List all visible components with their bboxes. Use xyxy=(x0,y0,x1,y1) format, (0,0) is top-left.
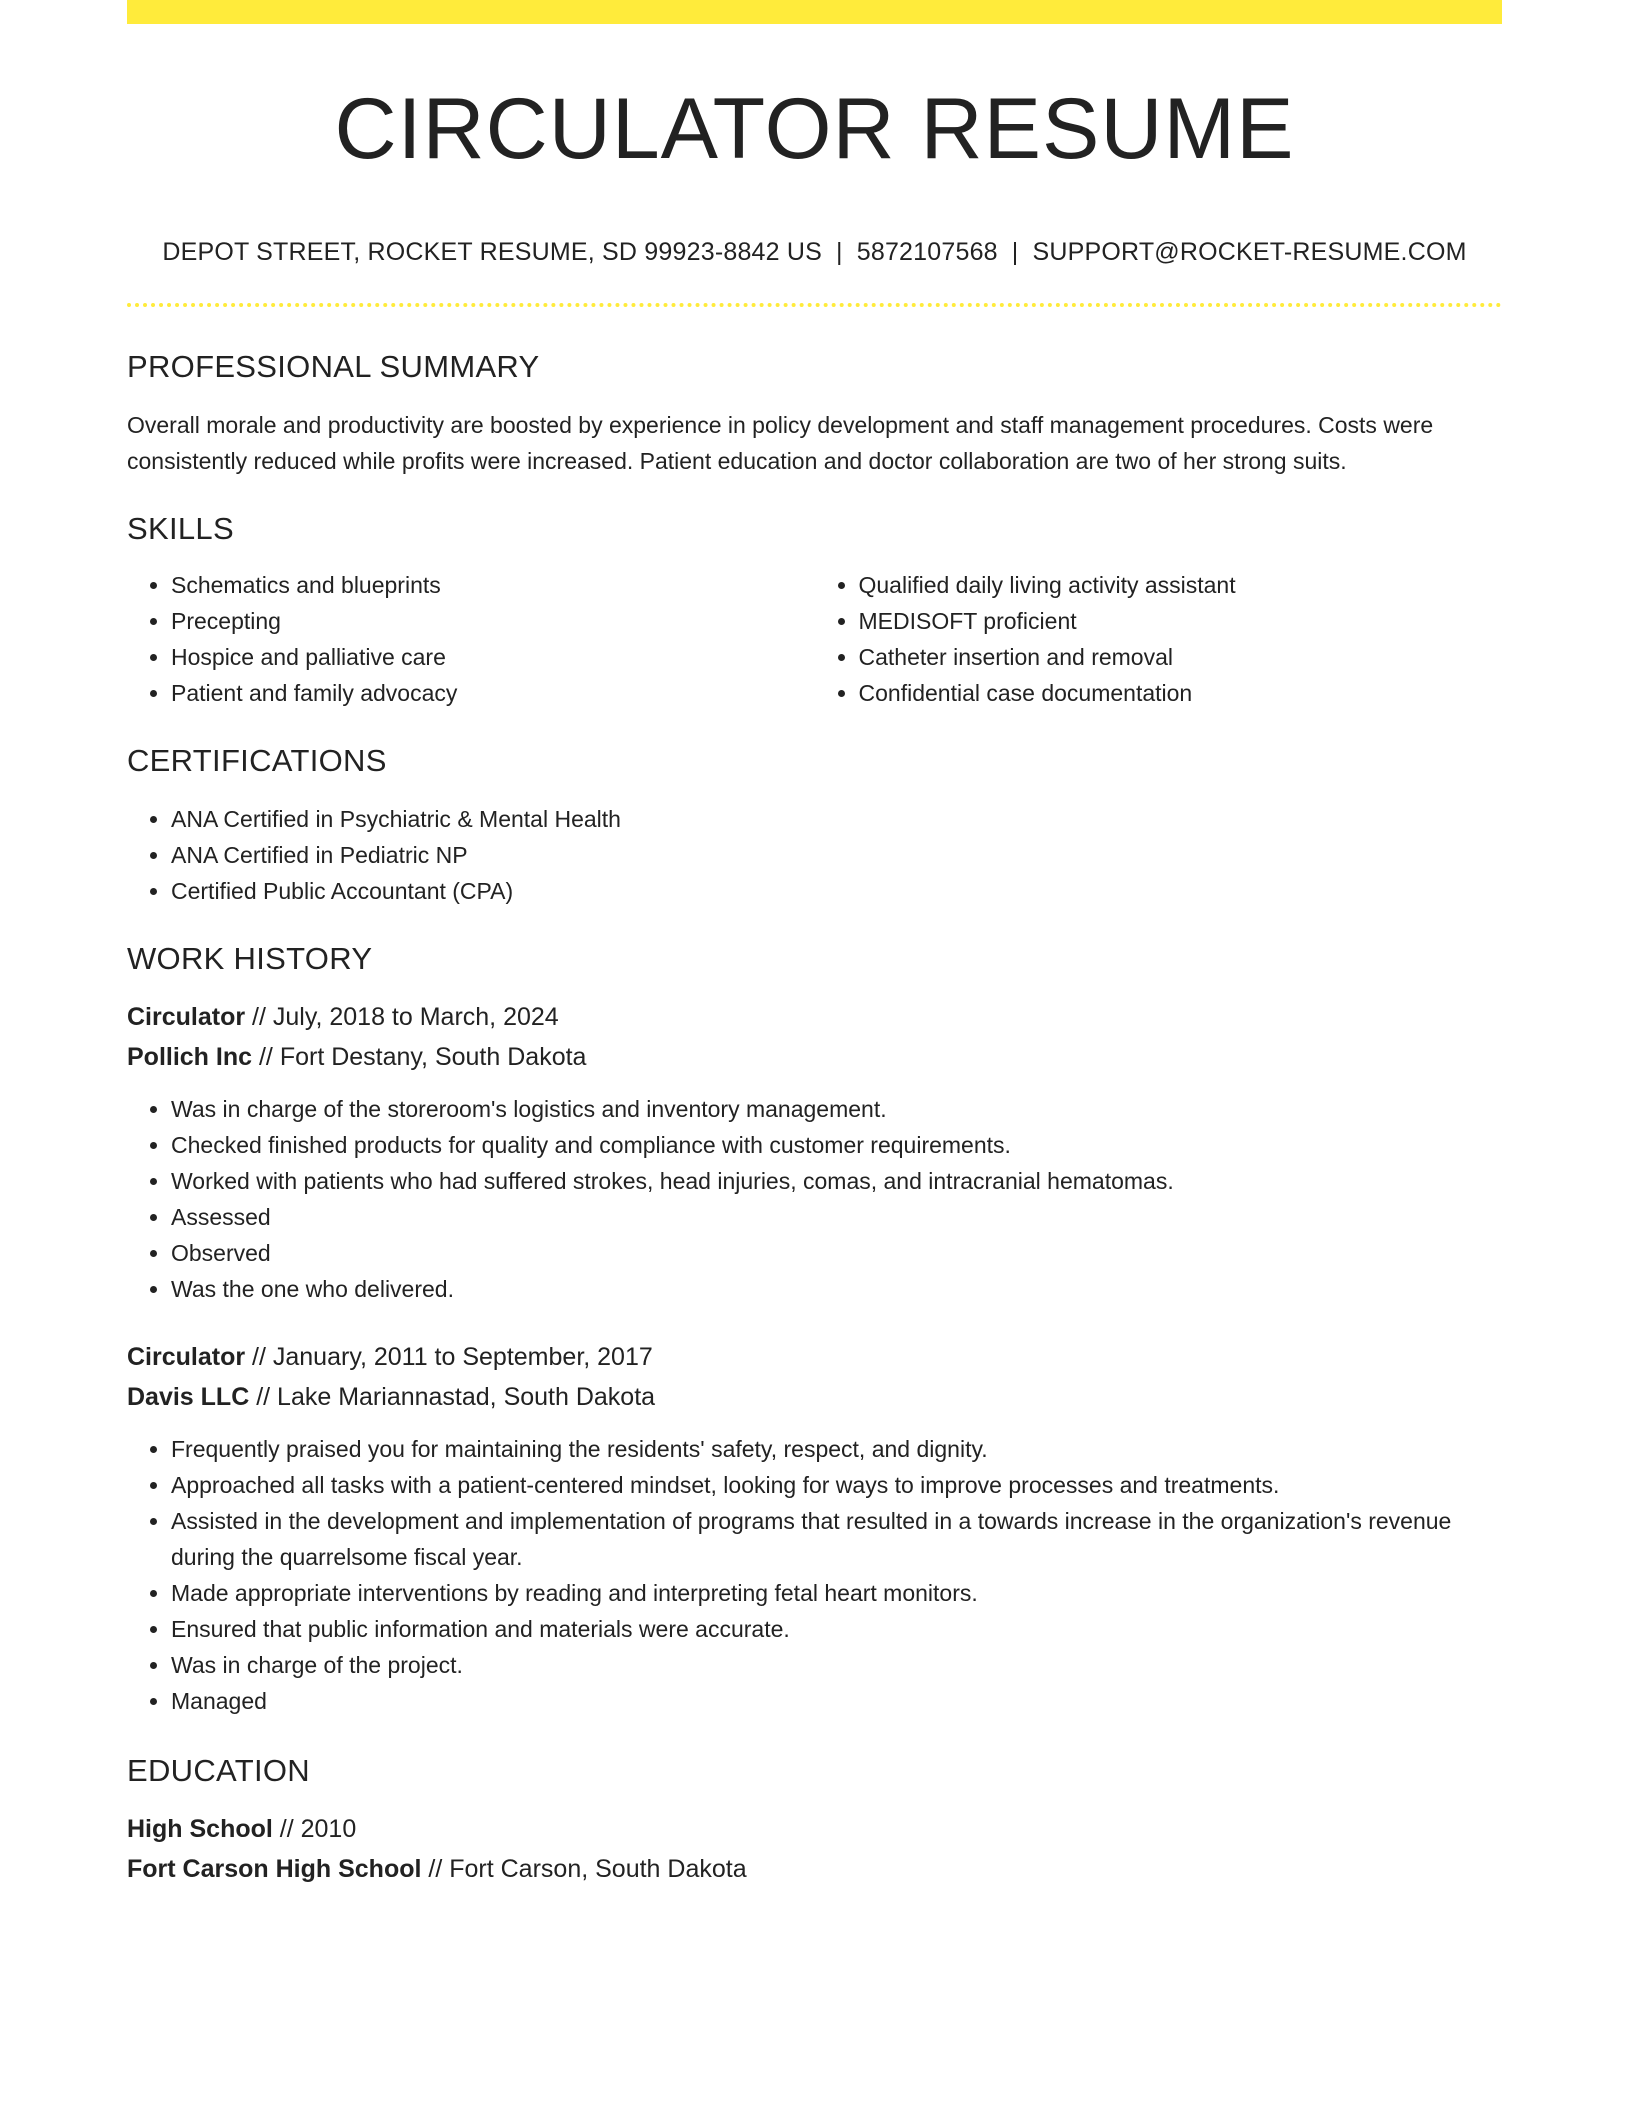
job-company-line xyxy=(127,1377,1502,1417)
contact-address: DEPOT STREET, ROCKET RESUME, SD 99923-8842 US xyxy=(162,238,823,266)
job-location: // Lake Mariannastad, South Dakota xyxy=(249,1383,656,1411)
work-history-heading: WORK HISTORY xyxy=(127,941,373,976)
certifications-heading: CERTIFICATIONS xyxy=(127,743,387,778)
job-bullet: • Was in charge of the project. xyxy=(171,1647,1502,1683)
certification-item: • ANA Certified in Pediatric NP xyxy=(171,837,1502,873)
skill-item: • Precepting xyxy=(171,603,815,639)
certifications-list xyxy=(127,801,1502,909)
job-entry xyxy=(127,1337,1502,1719)
job-location: // Fort Destany, South Dakota xyxy=(252,1043,587,1071)
job-bullets xyxy=(127,1431,1502,1719)
job-company: Davis LLC xyxy=(127,1383,250,1411)
certification-item: • ANA Certified in Psychiatric & Mental Health xyxy=(171,801,1502,837)
skill-item: • Schematics and blueprints xyxy=(171,567,815,603)
education-school-line xyxy=(127,1849,1502,1889)
job-dates: // July, 2018 to March, 2024 xyxy=(245,1003,559,1031)
skill-item: • Catheter insertion and removal xyxy=(859,639,1503,675)
job-role-line xyxy=(127,1337,1502,1377)
education-degree: High School xyxy=(127,1815,273,1843)
job-bullet: • Was in charge of the storeroom's logistics and inventory management. xyxy=(171,1091,1502,1127)
job-dates: // January, 2011 to September, 2017 xyxy=(245,1343,653,1371)
skills-column-right xyxy=(815,567,1503,711)
skill-item: • MEDISOFT proficient xyxy=(859,603,1503,639)
skill-item: • Hospice and palliative care xyxy=(171,639,815,675)
job-bullet: • Was the one who delivered. xyxy=(171,1271,1502,1307)
job-bullet: • Observed xyxy=(171,1235,1502,1271)
job-role: Circulator xyxy=(127,1343,246,1371)
job-bullets xyxy=(127,1091,1502,1307)
contact-email: SUPPORT@ROCKET-RESUME.COM xyxy=(1032,238,1467,266)
education-heading: EDUCATION xyxy=(127,1753,310,1788)
accent-bar xyxy=(127,0,1502,24)
job-role: Circulator xyxy=(127,1003,246,1031)
job-bullet: • Approached all tasks with a patient-centered mindset, looking for ways to improve processes and treatments. xyxy=(171,1467,1502,1503)
skills-heading: SKILLS xyxy=(127,511,234,546)
summary-heading: PROFESSIONAL SUMMARY xyxy=(127,349,540,384)
summary-text: Overall morale and productivity are boosted by experience in policy development and staff management procedures. Costs were consistently reduced while profits were increased. Patient education and doctor collaboration are two of her strong suits. xyxy=(127,412,1434,474)
contact-phone: 5872107568 xyxy=(856,238,998,266)
contact-separator: | xyxy=(1011,238,1019,266)
education-year: // 2010 xyxy=(272,1815,357,1843)
education-school: Fort Carson High School xyxy=(127,1855,422,1883)
job-bullet: • Worked with patients who had suffered strokes, head injuries, comas, and intracranial hematomas. xyxy=(171,1163,1502,1199)
job-company: Pollich Inc xyxy=(127,1043,253,1071)
skill-item: • Qualified daily living activity assistant xyxy=(859,567,1503,603)
dotted-divider xyxy=(127,303,1502,307)
resume-page xyxy=(127,0,1502,1889)
job-company-line xyxy=(127,1037,1502,1077)
skill-item: • Confidential case documentation xyxy=(859,675,1503,711)
job-bullet: • Assessed xyxy=(171,1199,1502,1235)
job-bullet: • Checked finished products for quality and compliance with customer requirements. xyxy=(171,1127,1502,1163)
job-entry xyxy=(127,997,1502,1307)
certification-item: • Certified Public Accountant (CPA) xyxy=(171,873,1502,909)
contact-line xyxy=(127,238,1502,267)
job-bullet: • Frequently praised you for maintaining the residents' safety, respect, and dignity. xyxy=(171,1431,1502,1467)
education-location: // Fort Carson, South Dakota xyxy=(421,1855,747,1883)
job-bullet: • Assisted in the development and implementation of programs that resulted in a towards increase in the organization's revenue during the quarrelsome fiscal year. xyxy=(171,1503,1502,1575)
job-role-line xyxy=(127,997,1502,1037)
education-degree-line xyxy=(127,1809,1502,1849)
education-entry xyxy=(127,1809,1502,1889)
resume-title: CIRCULATOR RESUME xyxy=(334,81,1295,177)
job-bullet: • Ensured that public information and materials were accurate. xyxy=(171,1611,1502,1647)
skill-item: • Patient and family advocacy xyxy=(171,675,815,711)
job-bullet: • Made appropriate interventions by reading and interpreting fetal heart monitors. xyxy=(171,1575,1502,1611)
skills-list xyxy=(127,567,1502,711)
job-bullet: • Managed xyxy=(171,1683,1502,1719)
skills-column-left xyxy=(127,567,815,711)
contact-separator: | xyxy=(836,238,843,266)
